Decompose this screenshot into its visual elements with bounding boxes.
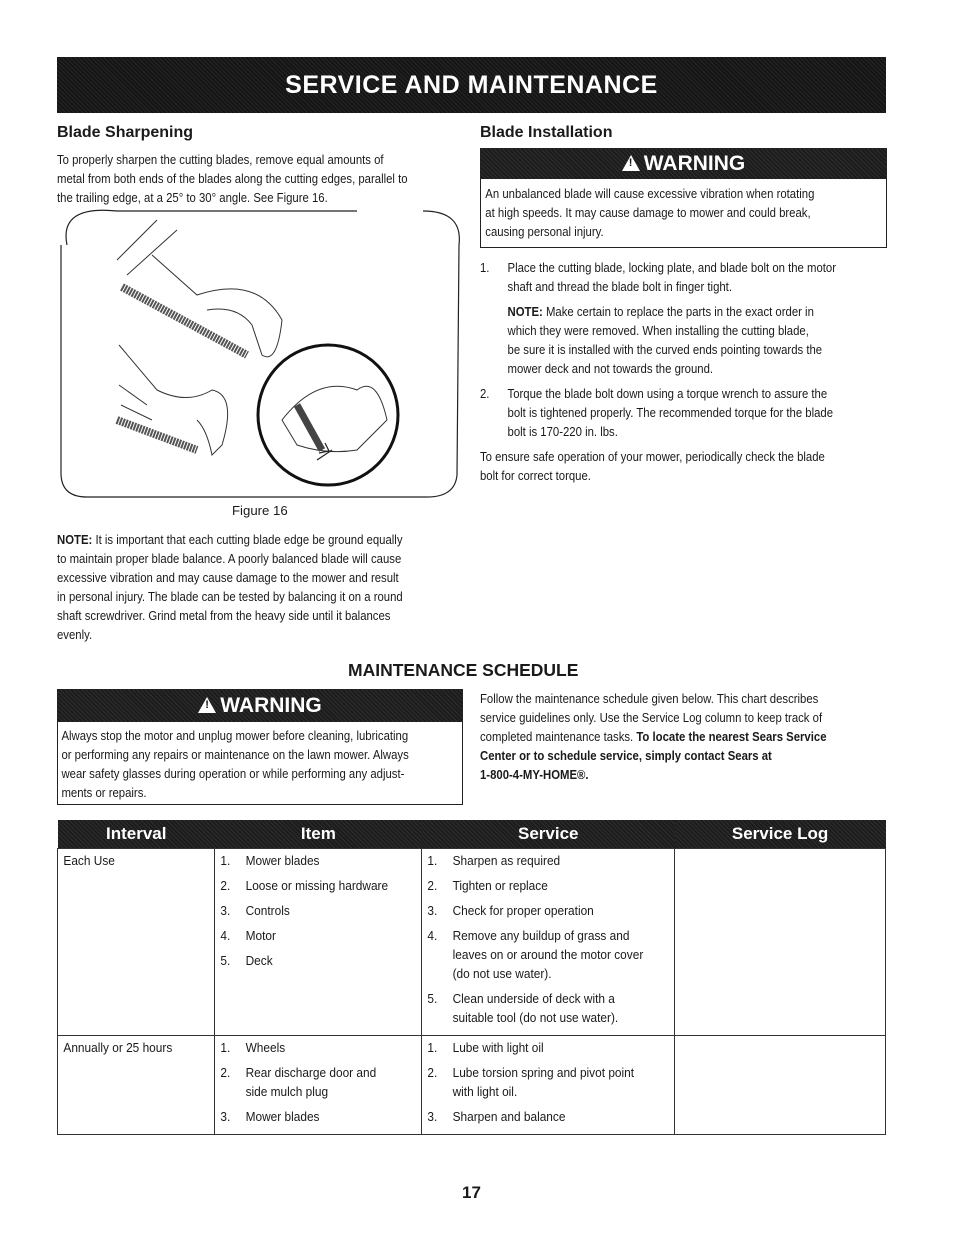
entry-text: Clean underside of deck with a suitable tool (do not use water). — [452, 991, 619, 1025]
entry-number: 2. — [220, 1065, 231, 1080]
blade-sharpening-intro — [57, 150, 453, 207]
installation-note: NOTE: Make certain to replace the parts in the exact order in which they were removed. When installing the cutting blade, be sure it is installed with the curved ends pointing towards the mower deck and not towards the ground. — [507, 304, 823, 376]
installation-steps — [480, 258, 884, 485]
header-service: Service — [422, 820, 675, 849]
entry-number: 4. — [220, 928, 231, 943]
entry-number: 2. — [220, 878, 231, 893]
service-entry — [428, 901, 644, 920]
section-banner — [57, 57, 886, 113]
service-entry — [428, 851, 644, 870]
warning-header — [58, 690, 462, 722]
blade-sharpening-figure — [57, 205, 463, 500]
item-entry — [221, 926, 395, 945]
entry-number: 5. — [220, 953, 231, 968]
entry-text: Sharpen and balance — [452, 1109, 566, 1124]
entry-text: Loose or missing hardware — [246, 878, 389, 893]
service-entry — [428, 926, 644, 983]
detail-magnifier-circle — [258, 345, 398, 485]
entry-number: 1. — [220, 853, 231, 868]
note-line: It is important that each cutting blade edge be ground equally — [92, 532, 403, 547]
entry-text: Controls — [246, 903, 291, 918]
entry-number: 2. — [427, 878, 438, 893]
service-cell — [422, 849, 675, 1036]
note-line: excessive vibration and may cause damage to the mower and result — [57, 570, 399, 585]
entry-number: 4. — [427, 928, 438, 943]
entry-text: Wheels — [246, 1040, 286, 1055]
entry-number: 2. — [427, 1065, 438, 1080]
service-entry — [428, 989, 644, 1027]
entry-text: Check for proper operation — [452, 903, 595, 918]
warning-label: WARNING — [643, 152, 746, 175]
note-label: NOTE: — [57, 532, 93, 547]
item-entry — [221, 876, 395, 895]
item-cell — [215, 849, 422, 1036]
intro-line: To properly sharpen the cutting blades, remove equal amounts of — [57, 152, 384, 167]
note-line: in personal injury. The blade can be tested by balancing it on a round — [57, 589, 403, 604]
blade-installation-heading: Blade Installation — [480, 124, 613, 141]
entry-number: 1. — [427, 853, 438, 868]
entry-text: Motor — [246, 928, 277, 943]
step-1: 1. Place the cutting blade, locking plate, and blade bolt on the motor shaft and thread the blade bolt in finger tight. — [480, 260, 837, 294]
installation-closing: To ensure safe operation of your mower, periodically check the blade bolt for correct torque. — [480, 449, 825, 483]
entry-text: Lube with light oil — [452, 1040, 544, 1055]
item-entry — [221, 851, 395, 870]
entry-text: Deck — [246, 953, 274, 968]
table-row — [58, 1036, 886, 1135]
table-header-row — [58, 820, 886, 849]
maintenance-intro: Follow the maintenance schedule given below. This chart describes service guidelines only. Use the Service Log column to keep track of completed maintenance tasks. To locate the nearest Sears Service Center or to schedule service, simply contact Sears at 1-800-4-MY-HOME®. — [480, 691, 827, 782]
note-line: shaft screwdriver. Grind metal from the heavy side until it balances — [57, 608, 391, 623]
blade-warning-box — [480, 148, 887, 248]
intro-line: metal from both ends of the blades along the cutting edges, parallel to — [57, 171, 408, 186]
intro-line: the trailing edge, at a 25° to 30° angle. See Figure 16. — [57, 190, 328, 205]
blade-sharpening-heading: Blade Sharpening — [57, 124, 194, 141]
item-cell — [215, 1036, 422, 1135]
blade-sharpening-note — [57, 530, 453, 644]
service-entry — [428, 1063, 644, 1101]
item-entry — [221, 1107, 395, 1126]
entry-text: Mower blades — [246, 853, 320, 868]
header-service-log: Service Log — [675, 820, 886, 849]
service-entry — [428, 1038, 644, 1057]
entry-text: Sharpen as required — [452, 853, 561, 868]
upper-blade — [117, 220, 282, 357]
item-entry — [221, 1038, 395, 1057]
entry-number: 3. — [427, 903, 438, 918]
entry-number: 3. — [220, 1109, 231, 1124]
lower-blade — [117, 345, 228, 455]
note-line: evenly. — [57, 627, 93, 642]
item-entry — [221, 901, 395, 920]
entry-number: 1. — [220, 1040, 231, 1055]
header-interval: Interval — [58, 820, 215, 849]
item-entry — [221, 1063, 395, 1101]
warning-label: WARNING — [220, 694, 322, 717]
service-log-cell[interactable] — [675, 1036, 886, 1135]
banner-title: SERVICE AND MAINTENANCE — [285, 70, 658, 99]
warning-text: An unbalanced blade will cause excessive vibration when rotating at high speeds. It may cause damage to mower and could break, causing personal injury. — [485, 186, 815, 239]
entry-number: 3. — [427, 1109, 438, 1124]
interval-cell: Each Use — [58, 849, 215, 1036]
entry-text: Rear discharge door and side mulch plug — [246, 1065, 377, 1099]
note-line: to maintain proper blade balance. A poorly balanced blade will cause — [57, 551, 402, 566]
service-entry — [428, 876, 644, 895]
interval-cell: Annually or 25 hours — [58, 1036, 215, 1135]
maintenance-schedule-heading: MAINTENANCE SCHEDULE — [348, 660, 579, 680]
entry-text: Lube torsion spring and pivot point with light oil. — [452, 1065, 635, 1099]
entry-text: Tighten or replace — [452, 878, 549, 893]
service-entry — [428, 1107, 644, 1126]
warning-triangle-icon — [198, 697, 216, 713]
step-2: 2. Torque the blade bolt down using a torque wrench to assure the bolt is tightened properly. The recommended torque for the blade bolt is 170-220 in. lbs. — [480, 386, 834, 439]
item-entry — [221, 951, 395, 970]
header-item: Item — [215, 820, 422, 849]
page-number: 17 — [462, 1183, 481, 1202]
entry-number: 3. — [220, 903, 231, 918]
entry-number: 1. — [427, 1040, 438, 1055]
entry-number: 5. — [427, 991, 438, 1006]
maintenance-table — [57, 820, 886, 1135]
service-log-cell[interactable] — [675, 849, 886, 1036]
warning-triangle-icon — [622, 155, 640, 171]
service-cell — [422, 1036, 675, 1135]
warning-header — [481, 149, 886, 179]
warning-text: Always stop the motor and unplug mower before cleaning, lubricating or performing any repairs or maintenance on the lawn mower. Always wear safety glasses during operation or while performing any adjust- ments or repairs. — [61, 728, 409, 800]
entry-text: Mower blades — [246, 1109, 320, 1124]
table-row — [58, 849, 886, 1036]
figure-caption: Figure 16 — [232, 503, 288, 518]
maintenance-warning-box — [57, 689, 463, 805]
entry-text: Remove any buildup of grass and leaves on or around the motor cover (do not use water). — [452, 928, 644, 981]
